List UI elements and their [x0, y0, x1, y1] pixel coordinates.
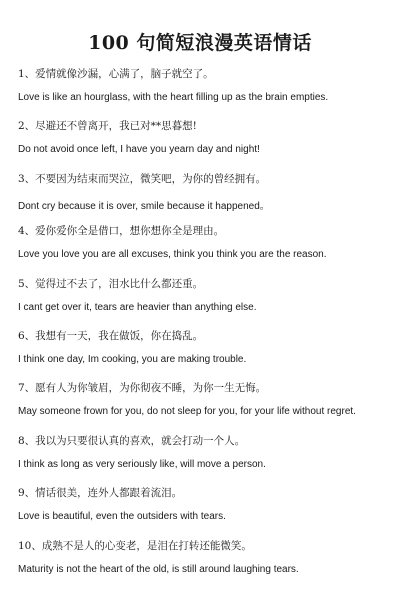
chinese-line: 10、成熟不是人的心变老，是泪在打转还能微笑。: [18, 539, 252, 552]
english-line: May someone frown for you, do not sleep for you, for your life without regret.: [18, 406, 356, 418]
phrase-list: [18, 66, 390, 590]
english-line: I think one day, Im cooking, you are making trouble.: [18, 353, 247, 365]
chinese-line: 1、爱情就像沙漏，心满了，脑子就空了。: [18, 68, 214, 80]
list-item: [18, 433, 390, 485]
english-line: Dont cry because it is over, smile because it happened。: [18, 200, 270, 212]
chinese-line: 4、爱你爱你全是借口，想你想你全是理由。: [18, 225, 225, 238]
chinese-line: 6、我想有一天，我在做饭，你在捣乱。: [18, 329, 204, 342]
list-item: [18, 485, 390, 537]
chinese-line: 9、情话很美，连外人都跟着流泪。: [18, 487, 183, 500]
list-item: [18, 171, 390, 223]
chinese-line: 7、愿有人为你皱眉，为你彻夜不睡，为你一生无悔。: [18, 382, 267, 395]
list-item: [18, 538, 390, 590]
page-title: 100 句简短浪漫英语情话: [88, 32, 312, 54]
chinese-line: 2、尽避还不曾离开，我已对**思暮想!: [18, 120, 197, 133]
list-item: [18, 380, 390, 432]
list-item: [18, 66, 390, 118]
english-line: I cant get over it, tears are heavier than anything else.: [18, 301, 257, 313]
english-line: Love is like an hourglass, with the heart filling up as the brain empties.: [18, 92, 329, 103]
list-item: [18, 223, 390, 275]
list-item: [18, 328, 390, 380]
list-item: [18, 276, 390, 328]
english-line: I think as long as very seriously like, will move a person.: [18, 458, 266, 470]
english-line: Love you love you are all excuses, think you think you are the reason.: [18, 249, 327, 261]
english-line: Do not avoid once left, I have you yearn day and night!: [18, 144, 260, 156]
english-line: Love is beautiful, even the outsiders with tears.: [18, 511, 226, 523]
chinese-line: 3、不要因为结束而哭泣，微笑吧，为你的曾经拥有。: [18, 172, 267, 185]
chinese-line: 8、我以为只要很认真的喜欢，就会打动一个人。: [18, 434, 246, 447]
list-item: [18, 118, 390, 170]
chinese-line: 5、觉得过不去了，泪水比什么都还重。: [18, 277, 204, 290]
english-line: Maturity is not the heart of the old, is still around laughing tears.: [18, 563, 299, 575]
